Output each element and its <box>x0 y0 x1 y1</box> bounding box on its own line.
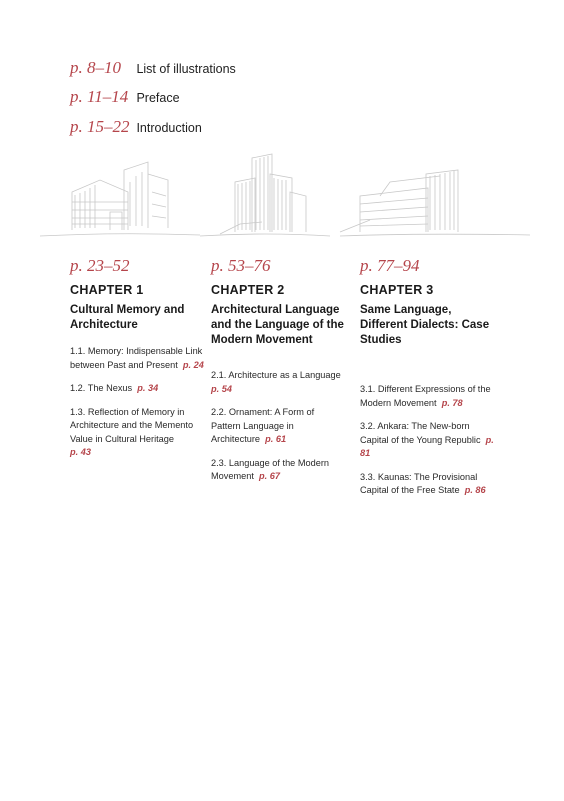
page-range: p. 15–22 <box>70 117 130 136</box>
section-page: p. 61 <box>265 434 287 444</box>
chapter-column-2 <box>211 256 346 484</box>
section-entry[interactable] <box>70 406 205 460</box>
building-sketch-2-icon <box>220 154 306 234</box>
toc-entry-introduction[interactable] <box>70 117 202 137</box>
section-entry[interactable] <box>70 345 205 372</box>
section-title: 2.3. Language of the Modern Movement <box>211 457 329 481</box>
section-page: p. 78 <box>441 397 463 408</box>
chapter-title[interactable]: Architectural Language and the Language of the Modern Movement <box>211 304 344 346</box>
section-title: 2.2. Ornament: A Form of Pattern Language in Architecture <box>211 407 315 444</box>
building-sketch-1-icon <box>72 162 168 230</box>
toc-entry-list-of-illustrations[interactable] <box>70 58 236 78</box>
chapter-title[interactable]: Cultural Memory and Architecture <box>70 304 185 331</box>
section-page: p. 34 <box>137 383 159 393</box>
section-entry[interactable] <box>360 471 495 498</box>
toc-entry-preface[interactable] <box>70 87 180 107</box>
section-page: p. 43 <box>70 447 91 457</box>
page-range: p. 8–10 <box>70 58 121 77</box>
section-title: 3.2. Ankara: The New-born Capital of the Young Republic <box>360 421 481 445</box>
section-entry[interactable] <box>70 382 205 396</box>
chapter-title[interactable]: Same Language, Different Dialects: Case Studies <box>360 304 490 346</box>
section-entry[interactable] <box>211 406 346 447</box>
section-title: 1.1. Memory: Indispensable Link between Past and Present <box>70 346 203 370</box>
section-title: 1.2. The Nexus <box>70 383 133 393</box>
chapter-column-3 <box>360 256 495 498</box>
section-page: p. 81 <box>360 434 494 458</box>
entry-label: Introduction <box>136 121 202 135</box>
chapter-label[interactable]: CHAPTER 2 <box>211 283 285 297</box>
chapter-column-1 <box>70 256 205 460</box>
section-title: 1.3. Reflection of Memory in Architecture and the Memento Value in Cultural Heritage <box>70 406 194 444</box>
chapter-page-range: p. 23–52 <box>70 256 130 275</box>
chapter-label[interactable]: CHAPTER 1 <box>70 283 144 297</box>
page-range: p. 11–14 <box>70 87 129 106</box>
section-page: p. 67 <box>259 471 280 481</box>
section-entry[interactable] <box>211 457 346 484</box>
section-page: p. 24 <box>182 359 204 370</box>
section-entry[interactable] <box>360 420 495 461</box>
chapter-label[interactable]: CHAPTER 3 <box>360 283 434 297</box>
section-title: 3.3. Kaunas: The Provisional Capital of the Free State <box>360 471 478 495</box>
section-page: p. 54 <box>211 383 232 394</box>
section-title: 3.1. Different Expressions of the Modern Movement <box>360 384 491 408</box>
chapter-page-range: p. 77–94 <box>360 256 420 275</box>
building-sketches <box>40 152 530 247</box>
entry-label: List of illustrations <box>136 62 236 76</box>
chapter-page-range: p. 53–76 <box>211 256 271 275</box>
section-entry[interactable] <box>211 369 346 396</box>
section-entry[interactable] <box>360 383 495 410</box>
section-page: p. 86 <box>464 485 486 495</box>
section-title: 2.1. Architecture as a Language <box>211 370 341 380</box>
building-sketch-3-icon <box>340 170 458 232</box>
entry-label: Preface <box>136 91 180 105</box>
